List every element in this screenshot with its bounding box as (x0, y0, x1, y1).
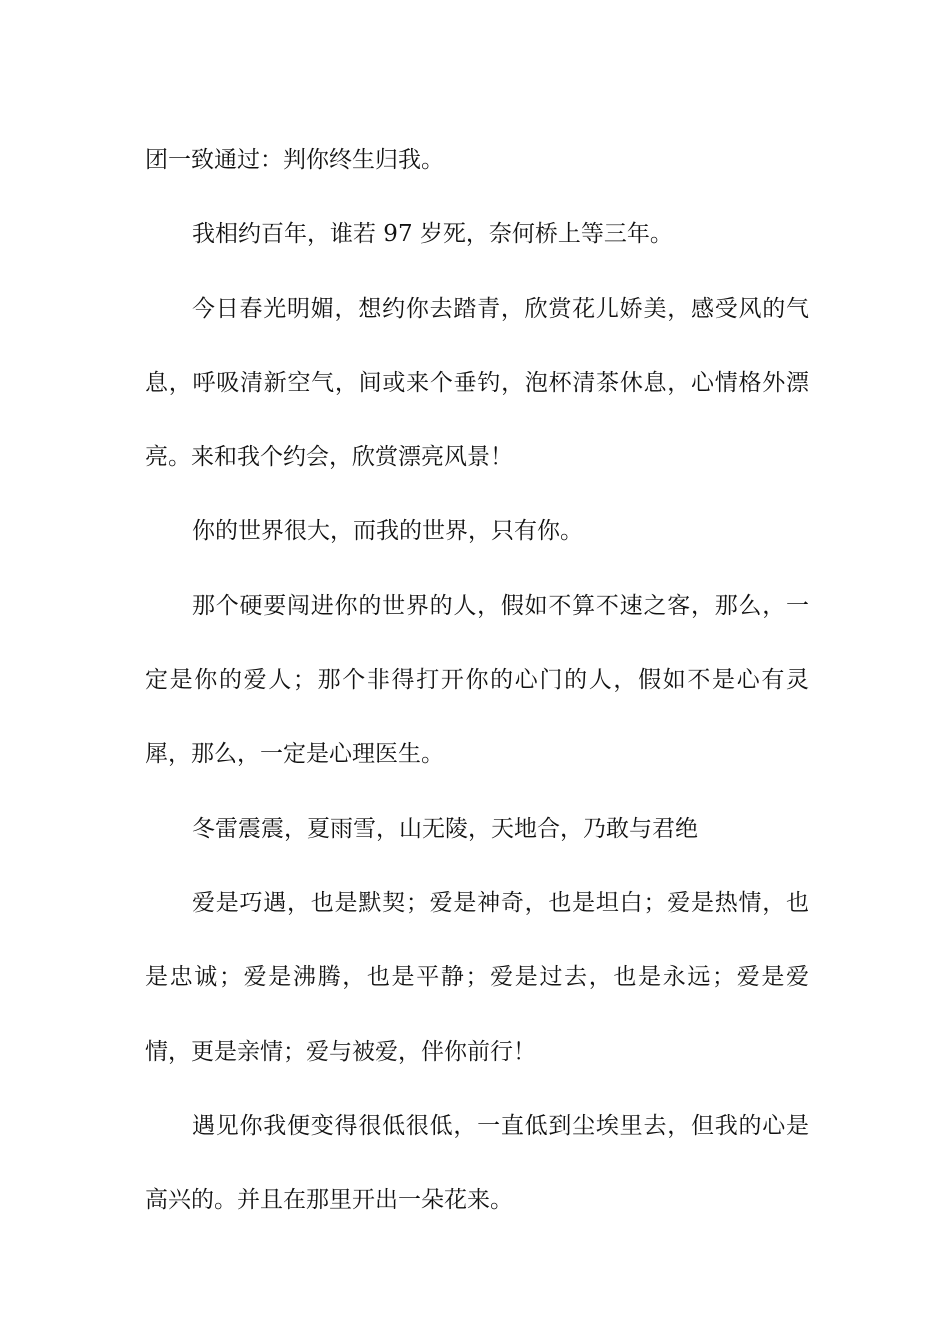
paragraph-7: 爱是巧遇，也是默契；爱是神奇，也是坦白；爱是热情，也是忠诚；爱是沸腾，也是平静；爱是过去，也是永远；爱是爱情，更是亲情；爱与被爱，伴你前行！ (145, 889, 809, 1065)
paragraph-4: 你的世界很大，而我的世界，只有你。 (192, 518, 583, 545)
paragraph-5: 那个硬要闯进你的世界的人，假如不算不速之客，那么，一定是你的爱人；那个非得打开你的心门的人，假如不是心有灵犀，那么，一定是心理医生。 (145, 592, 809, 768)
paragraph-2: 我相约百年，谁若 97 岁死，奈何桥上等三年。 (192, 221, 673, 248)
paragraph-3: 今日春光明媚，想约你去踏青，欣赏花儿娇美，感受风的气息，呼吸清新空气，间或来个垂钓，泡杯清茶休息，心情格外漂亮。来和我个约会，欣赏漂亮风景！ (145, 295, 809, 471)
document-body (145, 123, 809, 1237)
paragraph-1: 团一致通过：判你终生归我。 (145, 147, 444, 173)
paragraph-6: 冬雷震震，夏雨雪，山无陵，天地合，乃敢与君绝 (192, 815, 698, 842)
paragraph-8: 遇见你我便变得很低很低，一直低到尘埃里去，但我的心是高兴的。并且在那里开出一朵花来。 (145, 1112, 809, 1214)
